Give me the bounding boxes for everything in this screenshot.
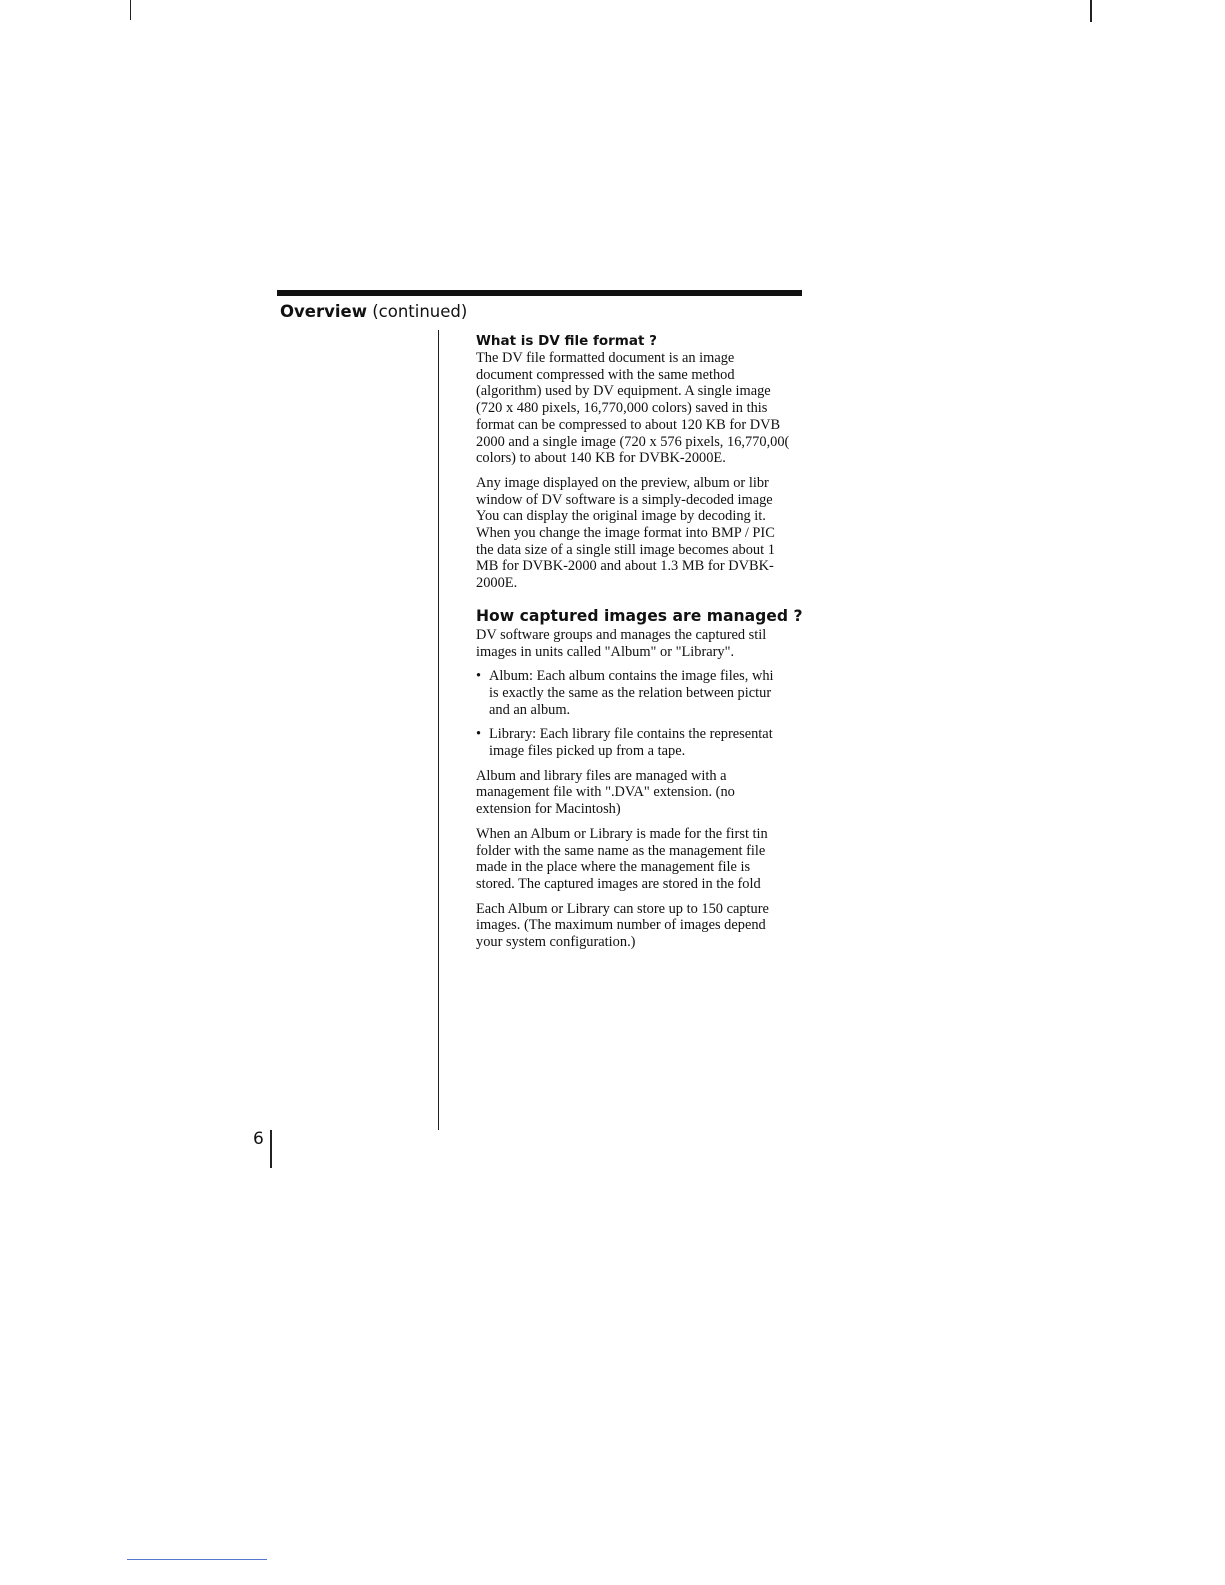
page-header	[280, 302, 467, 321]
main-column	[476, 333, 806, 959]
text-line: image files picked up from a tape.	[489, 743, 686, 760]
text-line: document compressed with the same method	[476, 366, 735, 383]
text-line: 2000 and a single image (720 x 576 pixels, 16,770,00(	[476, 433, 790, 450]
text-line: Any image displayed on the preview, album or libr	[476, 474, 769, 491]
text-line: Each Album or Library can store up to 150 capture	[476, 900, 769, 917]
text-line: management file with ".DVA" extension. (no	[476, 784, 735, 801]
text-line: is exactly the same as the relation between pictur	[489, 684, 772, 701]
bullet-icon: •	[476, 726, 482, 743]
paragraph	[476, 768, 806, 818]
text-line: format can be compressed to about 120 KB for DVB	[476, 416, 781, 433]
text-line: (720 x 480 pixels, 16,770,000 colors) saved in this	[476, 400, 768, 417]
text-line: Album and library files are managed with a	[476, 767, 727, 784]
crop-mark-right	[1090, 0, 1092, 22]
text-line: window of DV software is a simply-decoded image	[476, 491, 773, 508]
header-rule	[277, 290, 802, 296]
paragraph	[476, 350, 806, 467]
text-line: your system configuration.)	[476, 934, 636, 951]
text-line: When an Album or Library is made for the first tin	[476, 825, 768, 842]
section-heading-managed: How captured images are managed ?	[476, 606, 803, 625]
page-number: 6	[253, 1129, 264, 1149]
text-line: images. (The maximum number of images depend	[476, 917, 766, 934]
text-line: colors) to about 140 KB for DVBK-2000E.	[476, 450, 726, 467]
list-item	[476, 668, 806, 718]
paragraph	[476, 627, 806, 660]
text-line: the data size of a single still image becomes about 1	[476, 541, 775, 558]
text-line: Library: Each library file contains the representat	[489, 726, 773, 743]
text-line: folder with the same name as the management file	[476, 842, 766, 859]
section-heading-dv-format: What is DV file format ?	[476, 333, 657, 349]
text-line: stored. The captured images are stored in the fold	[476, 875, 761, 892]
text-line: 2000E.	[476, 575, 518, 592]
text-line: When you change the image format into BMP / PIC	[476, 525, 775, 542]
paragraph	[476, 826, 806, 893]
text-line: DV software groups and manages the captured stil	[476, 626, 767, 643]
text-line: images in units called "Album" or "Library".	[476, 643, 735, 660]
text-line: and an album.	[489, 701, 571, 718]
paragraph	[476, 475, 806, 592]
text-line: The DV file formatted document is an image	[476, 350, 735, 366]
text-line: (algorithm) used by DV equipment. A single image	[476, 383, 771, 400]
page-number-rule	[270, 1130, 272, 1168]
bullet-icon: •	[476, 668, 482, 685]
header-continued: (continued)	[372, 302, 468, 321]
crop-mark-left	[130, 0, 131, 20]
bottom-rule	[127, 1559, 267, 1560]
text-line: extension for Macintosh)	[476, 801, 621, 818]
header-title: Overview	[280, 302, 367, 321]
text-line: You can display the original image by decoding it.	[476, 508, 766, 525]
text-line: MB for DVBK-2000 and about 1.3 MB for DVBK-	[476, 558, 774, 575]
text-line: made in the place where the management file is	[476, 859, 751, 876]
paragraph	[476, 901, 806, 951]
column-rule	[438, 330, 439, 1130]
text-line: Album: Each album contains the image files, whi	[489, 668, 774, 685]
list-item	[476, 726, 806, 759]
